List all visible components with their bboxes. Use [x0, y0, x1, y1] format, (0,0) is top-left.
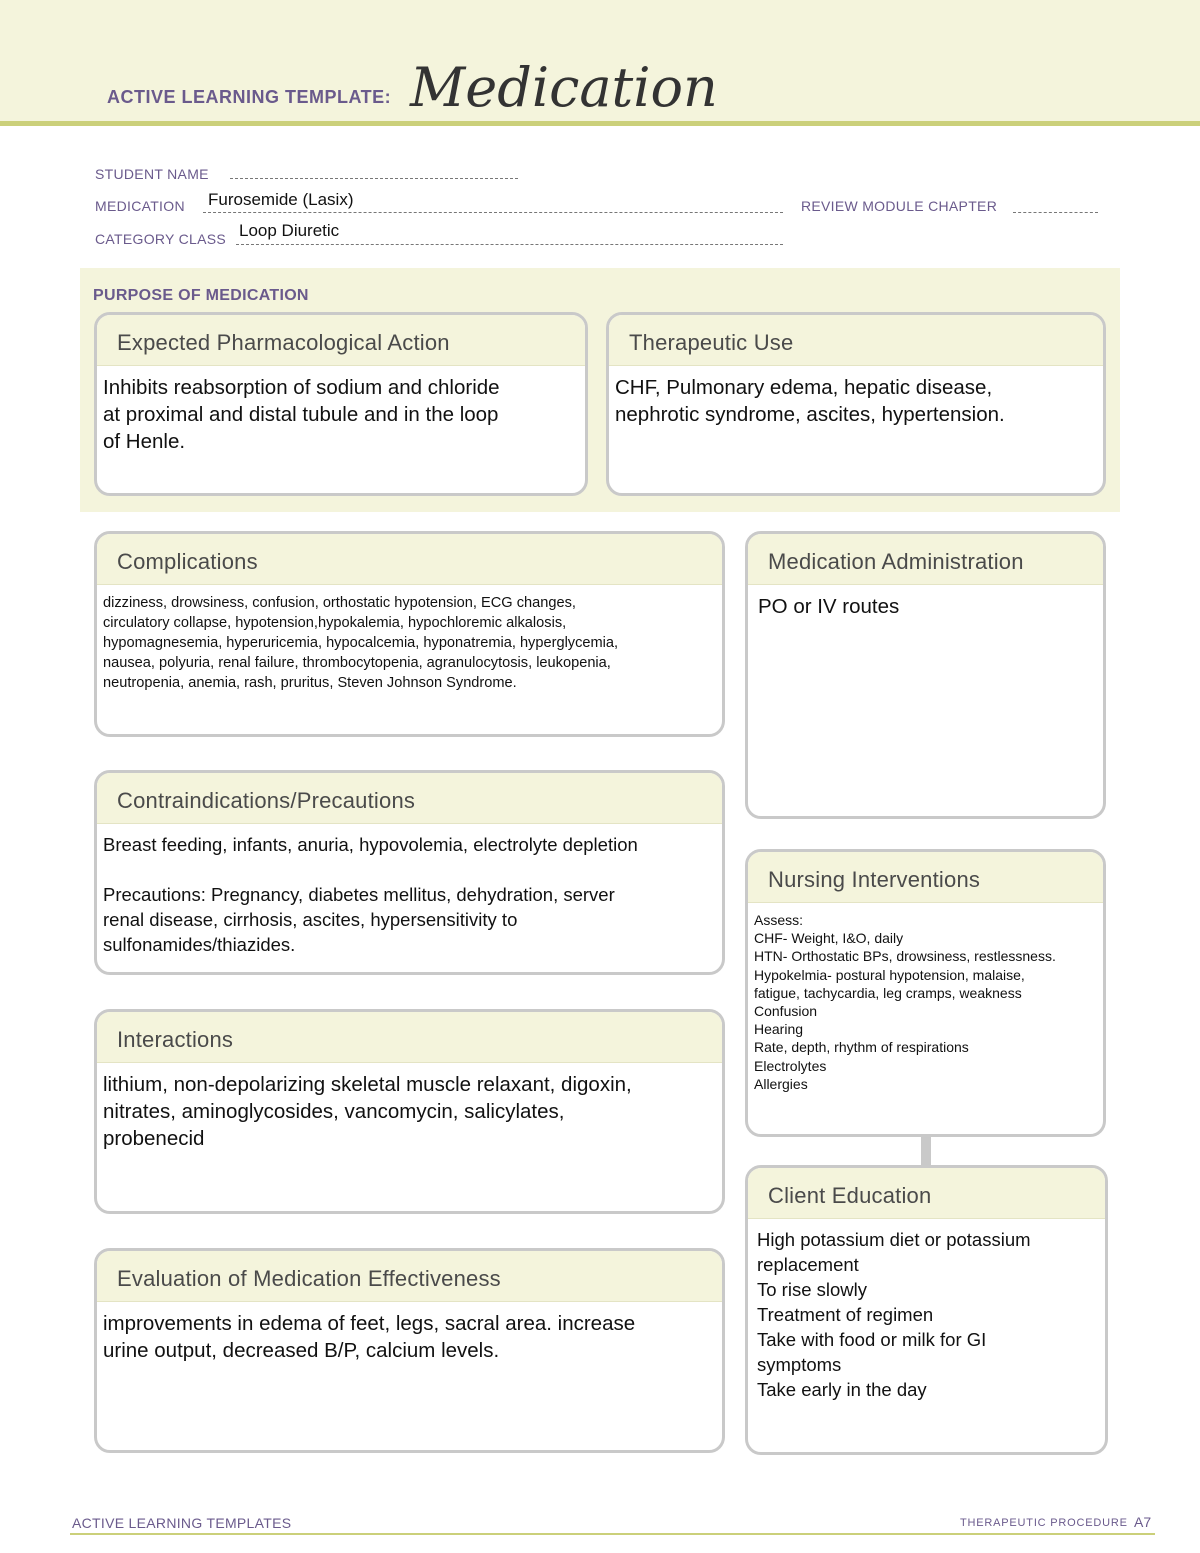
medication-field[interactable]: [203, 212, 783, 213]
footer-right-label: THERAPEUTIC PROCEDURE: [960, 1517, 1128, 1529]
complications-title: Complications: [97, 534, 722, 585]
therapeutic-use-body[interactable]: CHF, Pulmonary edema, hepatic disease, nephrotic syndrome, ascites, hypertension.: [615, 376, 1005, 426]
medication-administration-title: Medication Administration: [748, 534, 1103, 585]
interactions-title: Interactions: [97, 1012, 722, 1063]
nursing-interventions-body[interactable]: Assess: CHF- Weight, I&O, daily HTN- Orthostatic BPs, drowsiness, restlessness. Hypokelmia- postural hypotension, malaise, fatigue, tachycardia, leg cramps, weakness Confusion Hearing Rate, depth, rhythm of respirations Electrolytes Allergies: [754, 912, 1056, 1092]
contraindications-card: [94, 770, 725, 975]
review-module-field[interactable]: [1013, 212, 1098, 213]
complications-body[interactable]: dizziness, drowsiness, confusion, orthostatic hypotension, ECG changes, circulatory collapse, hypotension,hypokalemia, hypochloremic alkalosis, hypomagnesemia, hyperuricemia, hypocalcemia, hyponatremia, hyperglycemia, nausea, polyuria, renal failure, thrombocytopenia, agranulocytosis, leukopenia, neutropenia, anemia, rash, pruritus, Steven Johnson Syndrome.: [103, 595, 619, 691]
client-education-card: [745, 1165, 1108, 1455]
expected-action-card: [94, 312, 588, 496]
complications-card: [94, 531, 725, 737]
card-connector: [921, 1136, 931, 1166]
evaluation-body[interactable]: improvements in edema of feet, legs, sacral area. increase urine output, decreased B/P, calcium levels.: [103, 1312, 636, 1362]
category-class-field[interactable]: [236, 244, 783, 245]
evaluation-title: Evaluation of Medication Effectiveness: [97, 1251, 722, 1302]
student-name-field[interactable]: [230, 178, 518, 179]
contraindications-title: Contraindications/Precautions: [97, 773, 722, 824]
client-education-body[interactable]: High potassium diet or potassium replacement To rise slowly Treatment of regimen Take with food or milk for GI symptoms Take early in the day: [757, 1229, 1031, 1400]
medication-label: MEDICATION: [95, 198, 185, 214]
medication-value: Furosemide (Lasix): [208, 190, 354, 209]
footer-rule: [70, 1533, 1155, 1535]
contraindications-body[interactable]: Breast feeding, infants, anuria, hypovolemia, electrolyte depletion Precautions: Pregnancy, diabetes mellitus, dehydration, server renal disease, cirrhosis, ascites, hypersensitivity to sulfonamides/thiazides.: [103, 834, 638, 955]
expected-action-body[interactable]: Inhibits reabsorption of sodium and chloride at proximal and distal tubule and in the loop of Henle.: [103, 376, 500, 453]
page-title: Medication: [410, 56, 718, 119]
nursing-interventions-card: [745, 849, 1106, 1137]
evaluation-card: [94, 1248, 725, 1453]
category-class-label: CATEGORY CLASS: [95, 231, 227, 247]
student-name-label: STUDENT NAME: [95, 166, 209, 182]
category-class-value: Loop Diuretic: [239, 221, 340, 240]
client-education-title: Client Education: [748, 1168, 1105, 1219]
review-module-label: REVIEW MODULE CHAPTER: [801, 198, 998, 214]
nursing-interventions-title: Nursing Interventions: [748, 852, 1103, 903]
page-number: A7: [1134, 1514, 1152, 1530]
therapeutic-use-title: Therapeutic Use: [609, 315, 1103, 366]
purpose-label: PURPOSE OF MEDICATION: [93, 287, 309, 304]
interactions-body[interactable]: lithium, non-depolarizing skeletal muscle relaxant, digoxin, nitrates, aminoglycosides, vancomycin, salicylates, probenecid: [103, 1073, 632, 1150]
medication-administration-card: [745, 531, 1106, 819]
expected-action-title: Expected Pharmacological Action: [97, 315, 585, 366]
therapeutic-use-card: [606, 312, 1106, 496]
footer-left-label: ACTIVE LEARNING TEMPLATES: [72, 1515, 292, 1531]
header-rule: [0, 121, 1200, 126]
template-label: ACTIVE LEARNING TEMPLATE:: [107, 87, 392, 107]
medication-administration-body[interactable]: PO or IV routes: [758, 595, 900, 618]
interactions-card: [94, 1009, 725, 1214]
